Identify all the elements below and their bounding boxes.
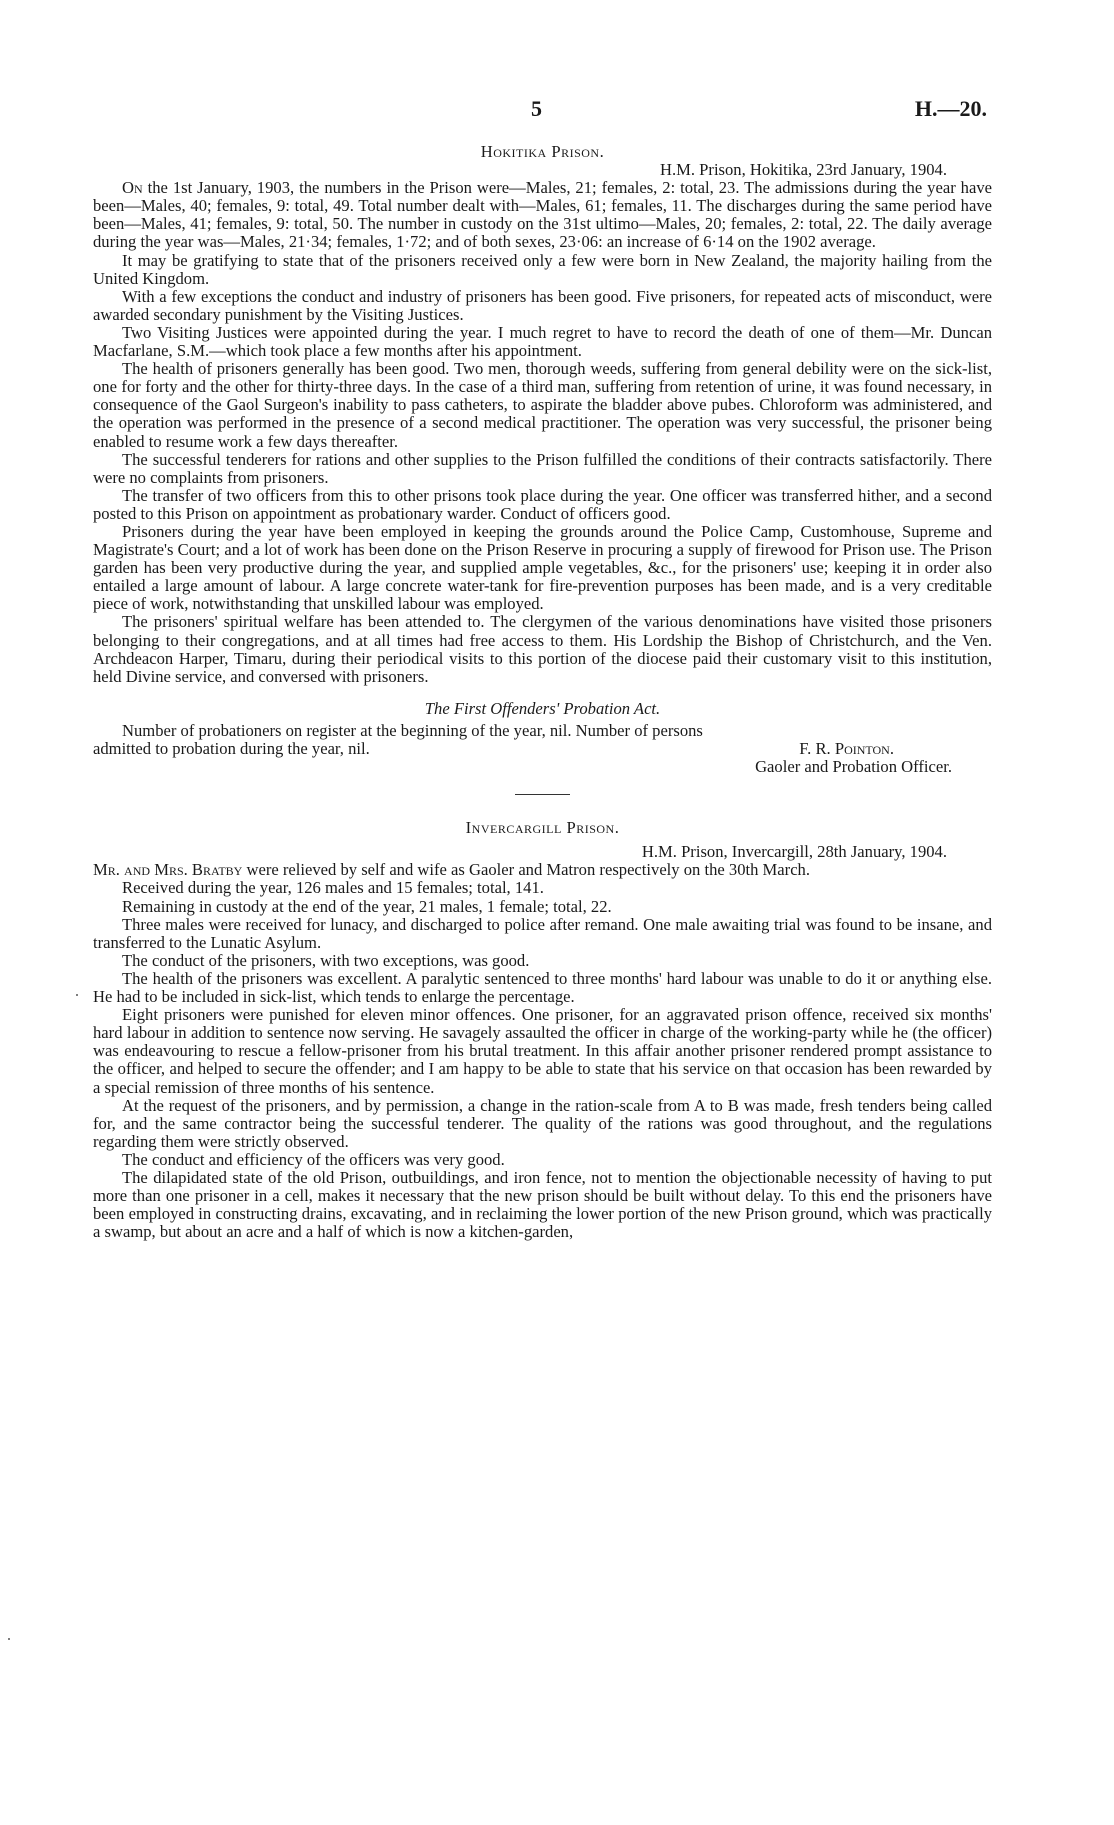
hokitika-paragraph-3: With a few exceptions the conduct and industry of prisoners has been good. Five prisoners, for repeated acts of misconduct, were awarded secondary punishment by the Visiting Justices.	[93, 286, 992, 324]
body-text	[93, 143, 992, 1241]
hokitika-paragraph-8: Prisoners during the year have been employed in keeping the grounds around the Police Camp, Customhouse, Supreme and Magistrate's Court; and a lot of work has been done on the Prison Reserve in procuring a supply of firewood for Prison use. The Prison garden has been very productive during the year, and supplied ample vegetables, &c., for the prisoners' use; keeping it in order also entailed a large amount of labour. A large concrete water-tank for fire-prevention purposes has been made, and is a very creditable piece of work, notwithstanding that unskilled labour was employed.	[93, 521, 992, 614]
probation-act-title: The First Offenders' Probation Act.	[424, 698, 661, 718]
section-title-invercargill: Invercargill Prison.	[465, 818, 620, 838]
hokitika-paragraph-7: The transfer of two officers from this to other prisons took place during the year. One officer was transferred hither, and a second posted to this Prison on appointment as probationary warder. Conduct of officers good.	[93, 485, 992, 523]
invercargill-paragraph-8: At the request of the prisoners, and by permission, a change in the ration-scale from A to B was made, fresh tenders being called for, and the same contractor being the successful tenderer. The quality of the rations was good throughout, and the regulations regarding them were strictly observed.	[93, 1095, 992, 1151]
lead-word: On	[122, 178, 143, 198]
hokitika-paragraph-2: It may be gratifying to state that of the prisoners received only a few were born in New Zealand, the majority hailing from the United Kingdom.	[93, 250, 992, 288]
page-number: 5	[531, 96, 542, 121]
hokitika-paragraph-6: The successful tenderers for rations and other supplies to the Prison fulfilled the conditions of their contracts satisfactorily. There were no complaints from prisoners.	[93, 449, 992, 487]
hokitika-paragraph-5: The health of prisoners generally has been good. Two men, thorough weeds, suffering from general debility were on the sick-list, one for forty and the other for thirty-three days. In the case of a third man, suffering from retention of urine, it was found necessary, in consequence of the Gaol Surgeon's inability to pass catheters, to aspirate the bladder above pubes. Chloroform was administered, and the operation was performed in the presence of a second medical practitioner. The operation was very successful, the prisoner being enabled to resume work a few days thereafter.	[93, 359, 992, 451]
page-header	[93, 96, 993, 126]
invercargill-paragraph-10: The dilapidated state of the old Prison, outbuildings, and iron fence, not to mention the objectionable necessity of having to put more than one prisoner in a cell, makes it necessary that the new prison should be built without delay. To this end the prisoners have been employed in constructing drains, excavating, and in reclaiming the lower portion of the new Prison ground, which was practically a swamp, but about an acre and a half of which is now a kitchen-garden,	[93, 1167, 992, 1242]
invercargill-paragraph-1: Mr. and Mrs. Bratby were relieved by self and wife as Gaoler and Matron respectively on the 30th March.	[93, 860, 811, 880]
invercargill-paragraph-5: The conduct of the prisoners, with two exceptions, was good.	[122, 950, 530, 970]
probation-line-1: Number of probationers on register at the beginning of the year, nil. Number of persons	[122, 720, 703, 740]
lead-words: Mr. and Mrs. Bratby	[93, 860, 243, 880]
print-speck	[76, 994, 78, 996]
dateline-hokitika: H.M. Prison, Hokitika, 23rd January, 1904.	[660, 160, 947, 180]
probation-line-2: admitted to probation during the year, nil.	[93, 739, 370, 758]
hokitika-paragraph-1: On the 1st January, 1903, the numbers in the Prison were—Males, 21; females, 2: total, 23. The admissions during the year have been—Males, 40; females, 9: total, 49. Total number dealt with—Males, 61; females, 11. The discharges during the same period have been—Males, 41; females, 9: total, 50. The number in custody on the 31st ultimo—Males, 20; females, 2: total, 22. The daily average during the year was—Males, 21·34; females, 1·72; and of both sexes, 23·06: an increase of 6·14 on the 1902 average.	[93, 178, 992, 252]
signature-title: Gaoler and Probation Officer.	[755, 757, 952, 777]
invercargill-paragraph-6: The health of the prisoners was excellent. A paralytic sentenced to three months' hard labour was unable to do it or anything else. He had to be included in sick-list, which tends to enlarge the percentage.	[93, 968, 992, 1007]
hokitika-paragraph-9: The prisoners' spiritual welfare has been attended to. The clergymen of the various denominations have visited those prisoners belonging to their congregations, and at all times had free access to them. His Lordship the Bishop of Christchurch, and the Ven. Archdeacon Harper, Timaru, during their periodical visits to this portion of the diocese paid their customary visit to this institution, held Divine service, and conversed with prisoners.	[93, 612, 992, 686]
invercargill-paragraph-9: The conduct and efficiency of the officers was very good.	[122, 1149, 505, 1169]
section-title-hokitika: Hokitika Prison.	[480, 142, 605, 161]
invercargill-paragraph-3: Remaining in custody at the end of the year, 21 males, 1 female; total, 22.	[122, 896, 612, 916]
dateline-invercargill: H.M. Prison, Invercargill, 28th January, 1904.	[641, 842, 947, 862]
signature-name: F. R. Pointon.	[799, 739, 894, 758]
print-speck	[8, 1638, 10, 1640]
hokitika-paragraph-4: Two Visiting Justices were appointed during the year. I much regret to have to record the death of one of them—Mr. Duncan Macfarlane, S.M.—which took place a few months after his appointment.	[93, 322, 992, 361]
probation-line-2-row	[93, 740, 992, 758]
invercargill-paragraph-7: Eight prisoners were punished for eleven minor offences. One prisoner, for an aggravated prison offence, received six months' hard labour in addition to sentence now serving. He savagely assaulted the officer in charge of the working-party while he (the officer) was endeavouring to rescue a fellow-prisoner from his brutal treatment. In this affair another prisoner rendered prompt assistance to the officer, and helped to secure the offender; and I am happy to be able to state that his service on that occasion has been rewarded by a special remission of three months of his sentence.	[93, 1005, 992, 1097]
invercargill-paragraph-2: Received during the year, 126 males and 15 females; total, 141.	[122, 878, 544, 898]
invercargill-paragraph-4: Three males were received for lunacy, and discharged to police after remand. One male awaiting trial was found to be insane, and transferred to the Lunatic Asylum.	[93, 914, 992, 952]
document-reference: H.—20.	[914, 96, 987, 121]
